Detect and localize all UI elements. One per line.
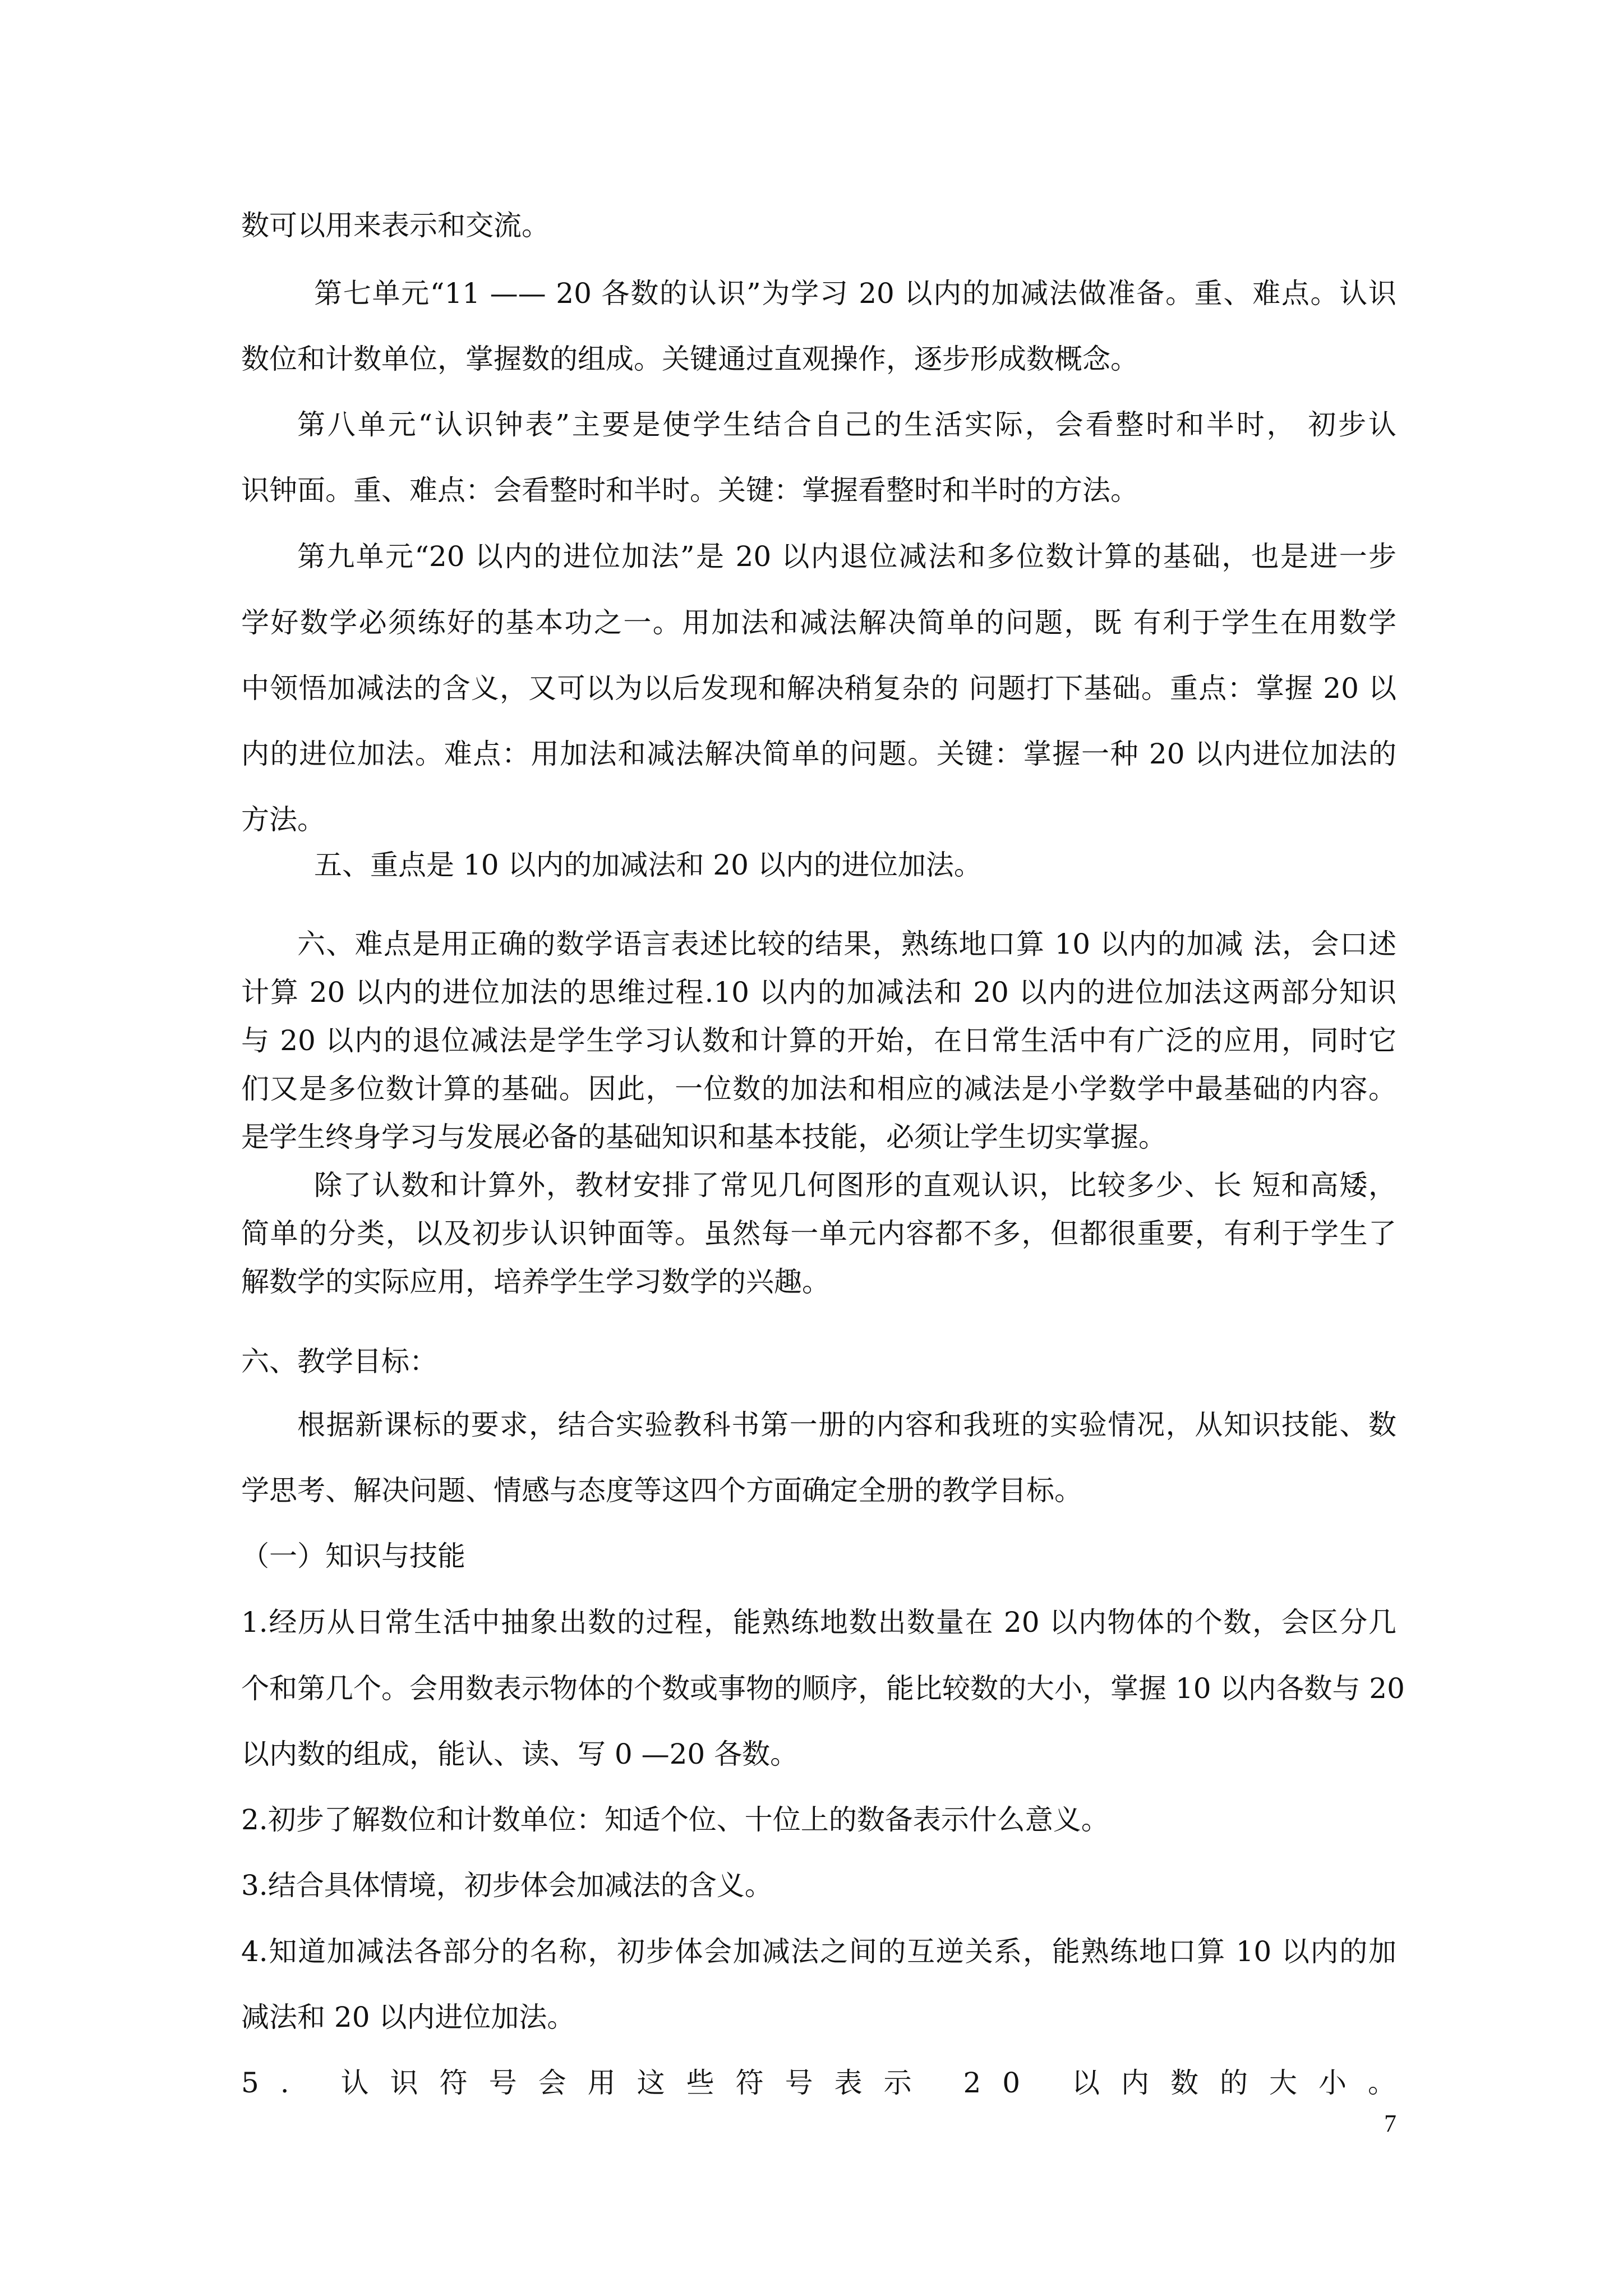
text-line: 5. 认识符号会用这些符号表示 20 以内数的大小。 [241, 2067, 1418, 2099]
text-line: 们又是多位数计算的基础。因此，一位数的加法和相应的减法是小学数学中最基础的内容。 [241, 1073, 1396, 1105]
text-line: 解数学的实际应用，培养学生学习数学的兴趣。 [241, 1266, 830, 1298]
text-line: 个和第几个。会用数表示物体的个数或事物的顺序，能比较数的大小，掌握 10 以内各数与 20 [241, 1672, 1405, 1705]
text-line: 2.初步了解数位和计数单位：知适个位、十位上的数备表示什么意义。 [241, 1803, 1109, 1836]
text-line: 数可以用来表示和交流。 [241, 209, 550, 242]
text-line: 第七单元“11 —— 20 各数的认识”为学习 20 以内的加减法做准备。重、难点。认识 [314, 277, 1396, 310]
text-line: 方法。 [241, 803, 325, 836]
text-line: 六、难点是用正确的数学语言表述比较的结果，熟练地口算 10 以内的加减 法，会口述 [297, 928, 1396, 960]
text-line: 中领悟加减法的含义，又可以为以后发现和解决稍复杂的 问题打下基础。重点：掌握 20 以 [241, 672, 1396, 705]
text-line: 根据新课标的要求，结合实验教科书第一册的内容和我班的实验情况，从知识技能、数 [297, 1409, 1396, 1441]
subsection-heading: （一）知识与技能 [241, 1540, 465, 1572]
text-line: 识钟面。重、难点：会看整时和半时。关键：掌握看整时和半时的方法。 [241, 474, 1138, 507]
text-line: 1.经历从日常生活中抽象出数的过程，能熟练地数出数量在 20 以内物体的个数，会区分几 [241, 1606, 1396, 1639]
text-line: 以内数的组成，能认、读、写 0 —20 各数。 [241, 1738, 799, 1770]
text-line: 4.知道加减法各部分的名称，初步体会加减法之间的互逆关系，能熟练地口算 10 以内的加 [241, 1935, 1396, 1968]
text-line: 减法和 20 以内进位加法。 [241, 2001, 575, 2033]
text-line: 简单的分类，以及初步认识钟面等。虽然每一单元内容都不多，但都很重要，有利于学生了 [241, 1217, 1396, 1250]
text-line: 数位和计数单位，掌握数的组成。关键通过直观操作，逐步形成数概念。 [241, 343, 1138, 375]
text-line: 学好数学必须练好的基本功之一。用加法和减法解决简单的问题，既 有利于学生在用数学 [241, 606, 1396, 639]
text-line: 第九单元“20 以内的进位加法”是 20 以内退位减法和多位数计算的基础，也是进一步 [297, 540, 1396, 573]
text-line: 第八单元“认识钟表”主要是使学生结合自己的生活实际，会看整时和半时， 初步认 [297, 408, 1396, 441]
text-line: 与 20 以内的退位减法是学生学习认数和计算的开始，在日常生活中有广泛的应用，同时它 [241, 1024, 1396, 1057]
text-line: 学思考、解决问题、情感与态度等这四个方面确定全册的教学目标。 [241, 1474, 1082, 1507]
text-line: 五、重点是 10 以内的加减法和 20 以内的进位加法。 [314, 849, 982, 881]
section-heading: 六、教学目标： [241, 1345, 437, 1378]
text-line: 计算 20 以内的进位加法的思维过程.10 以内的加减法和 20 以内的进位加法这两部分知识 [241, 976, 1396, 1009]
text-line: 除了认数和计算外，教材安排了常见几何图形的直观认识，比较多少、长 短和高矮， [314, 1169, 1396, 1202]
text-line: 内的进位加法。难点：用加法和减法解决简单的问题。关键：掌握一种 20 以内进位加法的 [241, 738, 1396, 770]
page-number: 7 [1384, 2110, 1396, 2137]
text-line: 是学生终身学习与发展必备的基础知识和基本技能，必须让学生切实掌握。 [241, 1121, 1166, 1153]
text-line: 3.结合具体情境，初步体会加减法的含义。 [241, 1869, 773, 1902]
